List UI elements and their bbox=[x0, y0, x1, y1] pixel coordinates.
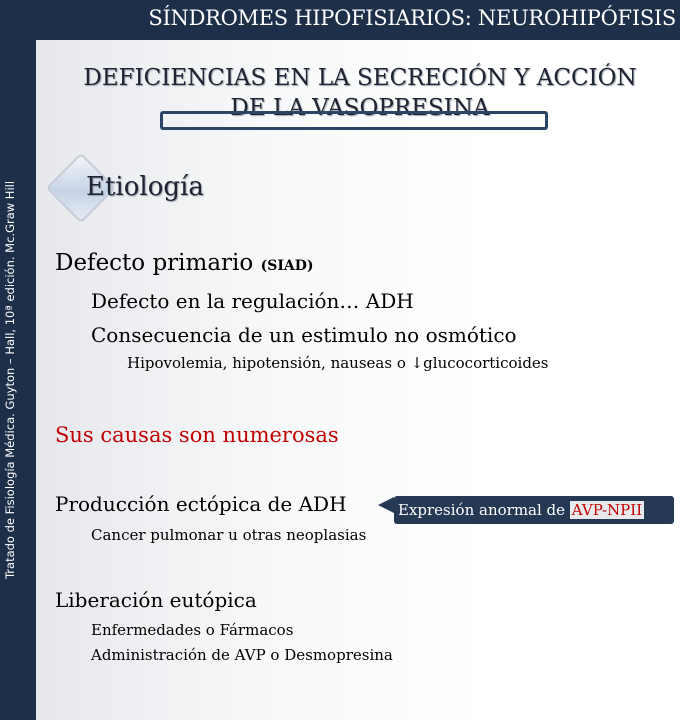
primary-item-2: Consecuencia de un estimulo no osmótico bbox=[91, 323, 517, 347]
callout-box bbox=[394, 496, 674, 524]
eutopic-detail-2: Administración de AVP o Desmopresina bbox=[91, 646, 393, 664]
causes-heading: Sus causas son numerosas bbox=[55, 423, 339, 447]
ectopic-heading: Producción ectópica de ADH bbox=[55, 492, 347, 516]
primary-defect-label: Defecto primario bbox=[55, 250, 254, 276]
primary-item-2-detail: Hipovolemia, hipotensión, nauseas o ↓glucocorticoides bbox=[127, 354, 549, 372]
subtitle-frame bbox=[160, 111, 548, 130]
siad-tag: (SIAD) bbox=[260, 258, 314, 274]
section-title: Etiología bbox=[86, 172, 204, 202]
subtitle-line-1: DEFICIENCIAS EN LA SECRECIÓN Y ACCIÓN bbox=[83, 65, 637, 91]
eutopic-heading: Liberación eutópica bbox=[55, 588, 257, 612]
header-bar bbox=[0, 0, 680, 40]
subtitle-line-2: DE LA VASOPRESINA bbox=[230, 95, 490, 121]
content-area bbox=[36, 40, 680, 720]
sidebar-credit bbox=[0, 40, 20, 720]
primary-defect-heading bbox=[55, 250, 314, 276]
slide-header-title: SÍNDROMES HIPOFISIARIOS: NEUROHIPÓFISIS bbox=[148, 6, 676, 30]
ectopic-detail: Cancer pulmonar u otras neoplasias bbox=[91, 526, 367, 544]
callout-arrow bbox=[378, 497, 394, 513]
eutopic-detail-1: Enfermedades o Fármacos bbox=[91, 621, 294, 639]
callout-prefix: Expresión anormal de bbox=[398, 501, 570, 519]
callout-highlight: AVP-NPII bbox=[571, 501, 643, 519]
credit-text: Tratado de Fisiología Médica. Guyton – Hall, 10ª edición. Mc.Graw Hill bbox=[3, 180, 17, 580]
callout-text bbox=[398, 501, 644, 519]
primary-item-1: Defecto en la regulación… ADH bbox=[91, 289, 414, 313]
